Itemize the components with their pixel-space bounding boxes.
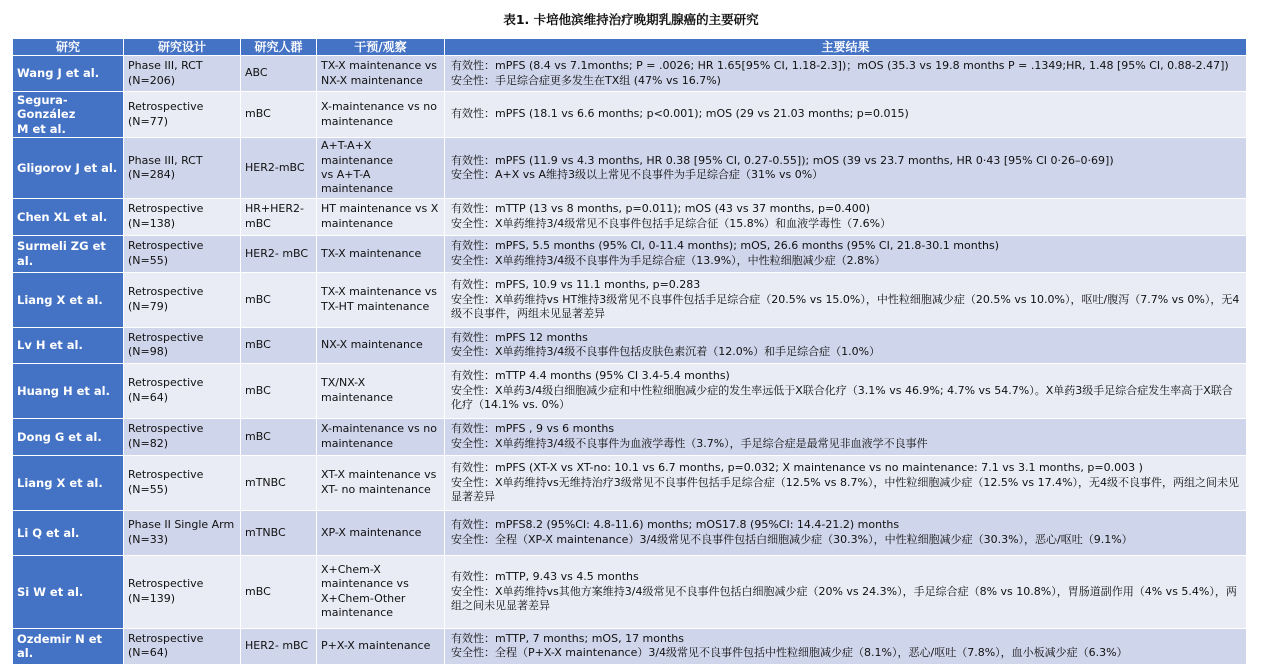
results-cell (445, 272, 1247, 327)
efficacy-text: 有效性：mPFS (8.4 vs 7.1months; P = .0026; HR 1.65[95% CI, 1.18-2.3])；mOS (35.3 vs 19.8 months P = .1349;HR, 1.48 [95% CI, 0.88-2.47]) (451, 59, 1229, 73)
population-cell: HER2- mBC (241, 628, 317, 664)
intervention-cell: TX/NX-X maintenance (317, 363, 445, 418)
intervention-cell: TX-X maintenance vs NX-X maintenance (317, 56, 445, 92)
study-cell: Ozdemir N et al. (13, 628, 124, 664)
study-cell: Si W et al. (13, 555, 124, 628)
safety-text: 安全性：X单药维持vs其他方案维持3/4级常见不良事件包括白细胞减少症（20% vs 24.3%），手足综合症（8% vs 10.8%），胃肠道副作用（4% vs 5.4%），两组之间未见显著差异 (451, 584, 1237, 613)
intervention-cell: X+Chem-X maintenance vs X+Chem-Other maintenance (317, 555, 445, 628)
table-row (13, 363, 1247, 418)
safety-text: 安全性：全程（XP-X maintenance）3/4级常见不良事件包括白细胞减少症（30.3%），中性粒细胞减少症（30.3%），恶心/呕吐（9.1%） (451, 532, 1133, 546)
safety-text: 安全性：X单药3/4级白细胞减少症和中性粒细胞减少症的发生率远低于X联合化疗（3.1% vs 46.9%; 4.7% vs 54.7%）。X单药3级手足综合症发生率高于X联合化疗（14.1% vs. 0%） (451, 383, 1233, 412)
design-cell: Retrospective (N=139) (124, 555, 241, 628)
design-cell: Phase III, RCT (N=206) (124, 56, 241, 92)
results-cell (445, 138, 1247, 199)
intervention-cell: XT-X maintenance vs XT- no maintenance (317, 455, 445, 510)
population-cell: mTNBC (241, 510, 317, 555)
design-cell: Phase III, RCT (N=284) (124, 138, 241, 199)
results-cell (445, 418, 1247, 455)
safety-text: 安全性：X单药维持vs HT维持3级常见不良事件包括手足综合症（20.5% vs 15.0%），中性粒细胞减少症（20.5% vs 10.0%），呕吐/腹泻（7.7% vs 0%），无4级不良事件，两组未见显著差异 (451, 292, 1240, 321)
header-study: 研究 (13, 39, 124, 56)
population-cell: mBC (241, 327, 317, 363)
intervention-cell: HT maintenance vs X maintenance (317, 198, 445, 235)
efficacy-text: 有效性：mPFS, 10.9 vs 11.1 months, p=0.283 (451, 278, 701, 292)
results-cell (445, 555, 1247, 628)
intervention-cell: P+X-X maintenance (317, 628, 445, 664)
table-row (13, 272, 1247, 327)
intervention-cell: A+T-A+X maintenance vs A+T-A maintenance (317, 138, 445, 199)
results-cell (445, 92, 1247, 138)
design-cell: Retrospective (N=55) (124, 235, 241, 272)
efficacy-text: 有效性：mTTP, 9.43 vs 4.5 months (451, 570, 639, 584)
design-cell: Retrospective (N=77) (124, 92, 241, 138)
table-row (13, 327, 1247, 363)
study-cell: Gligorov J et al. (13, 138, 124, 199)
efficacy-text: 有效性：mTTP (13 vs 8 months, p=0.011); mOS (43 vs 37 months, p=0.400) (451, 202, 870, 216)
results-cell (445, 455, 1247, 510)
design-cell: Retrospective (N=55) (124, 455, 241, 510)
study-cell: Liang X et al. (13, 272, 124, 327)
header-intervention: 干预/观察 (317, 39, 445, 56)
intervention-cell: XP-X maintenance (317, 510, 445, 555)
efficacy-text: 有效性：mPFS , 9 vs 6 months (451, 422, 615, 436)
study-cell: Dong G et al. (13, 418, 124, 455)
safety-text: 安全性：全程（P+X-X maintenance）3/4级常见不良事件包括中性粒细胞减少症（8.1%），恶心/呕吐（7.8%），血小板减少症（6.3%） (451, 646, 1128, 660)
design-cell: Retrospective (N=98) (124, 327, 241, 363)
intervention-cell: TX-X maintenance (317, 235, 445, 272)
design-cell: Retrospective (N=64) (124, 363, 241, 418)
population-cell: mBC (241, 92, 317, 138)
studies-table (12, 38, 1247, 665)
design-cell: Retrospective (N=79) (124, 272, 241, 327)
design-cell: Retrospective (N=64) (124, 628, 241, 664)
table-row (13, 92, 1247, 138)
study-cell: Wang J et al. (13, 56, 124, 92)
table-row (13, 628, 1247, 664)
study-cell: Chen XL et al. (13, 198, 124, 235)
population-cell: mTNBC (241, 455, 317, 510)
table-row (13, 235, 1247, 272)
header-population: 研究人群 (241, 39, 317, 56)
intervention-cell: TX-X maintenance vs TX-HT maintenance (317, 272, 445, 327)
efficacy-text: 有效性：mPFS (18.1 vs 6.6 months; p<0.001); mOS (29 vs 21.03 months; p=0.015) (451, 107, 909, 121)
header-results: 主要结果 (445, 39, 1247, 56)
results-cell (445, 363, 1247, 418)
results-cell (445, 56, 1247, 92)
intervention-cell: NX-X maintenance (317, 327, 445, 363)
table-row (13, 510, 1247, 555)
table-row (13, 555, 1247, 628)
results-cell (445, 628, 1247, 664)
population-cell: mBC (241, 363, 317, 418)
design-cell: Retrospective (N=82) (124, 418, 241, 455)
population-cell: HR+HER2- mBC (241, 198, 317, 235)
design-cell: Phase II Single Arm (N=33) (124, 510, 241, 555)
intervention-cell: X-maintenance vs no maintenance (317, 92, 445, 138)
study-cell: Liang X et al. (13, 455, 124, 510)
efficacy-text: 有效性：mTTP 4.4 months (95% CI 3.4-5.4 months) (451, 369, 730, 383)
safety-text: 安全性：X单药维持3/4级不良事件包括皮肤色素沉着（12.0%）和手足综合症（1.0%） (451, 345, 881, 359)
population-cell: HER2-mBC (241, 138, 317, 199)
safety-text: 安全性：X单药维持3/4级不良事件为手足综合症（13.9%），中性粒细胞减少症（2.8%） (451, 253, 886, 267)
safety-text: 安全性：X单药维持vs无维持治疗3级常见不良事件包括手足综合症（12.5% vs 8.7%），中性粒细胞减少症（12.5% vs 17.4%），无4级不良事件，两组之间未见显著差异 (451, 475, 1240, 504)
header-design: 研究设计 (124, 39, 241, 56)
study-cell: Lv H et al. (13, 327, 124, 363)
population-cell: mBC (241, 418, 317, 455)
table-row (13, 198, 1247, 235)
efficacy-text: 有效性：mPFS (11.9 vs 4.3 months, HR 0.38 [95% CI, 0.27-0.55]); mOS (39 vs 23.7 months, HR 0·43 [95% CI 0·26–0·69]) (451, 153, 1114, 167)
safety-text: 安全性：手足综合症更多发生在TX组 (47% vs 16.7%) (451, 73, 721, 87)
results-cell (445, 327, 1247, 363)
safety-text: 安全性：X单药维持3/4级不良事件为血液学毒性（3.7%），手足综合症是最常见非血液学不良事件 (451, 436, 928, 450)
population-cell: mBC (241, 272, 317, 327)
efficacy-text: 有效性：mTTP, 7 months; mOS, 17 months (451, 631, 684, 645)
table-row (13, 418, 1247, 455)
efficacy-text: 有效性：mPFS8.2 (95%CI: 4.8-11.6) months; mOS17.8 (95%CI: 14.4-21.2) months (451, 518, 900, 532)
results-cell (445, 198, 1247, 235)
efficacy-text: 有效性：mPFS 12 months (451, 330, 588, 344)
population-cell: mBC (241, 555, 317, 628)
table-row (13, 138, 1247, 199)
efficacy-text: 有效性：mPFS, 5.5 months (95% CI, 0-11.4 months); mOS, 26.6 months (95% CI, 21.8-30.1 months) (451, 239, 1000, 253)
efficacy-text: 有效性：mPFS (XT-X vs XT-no: 10.1 vs 6.7 months, p=0.032; X maintenance vs no maintenance: 7.1 vs 3.1 months, p=0.003 ) (451, 461, 1143, 475)
table-row (13, 56, 1247, 92)
safety-text: 安全性：X单药维持3/4级常见不良事件包括手足综合征（15.8%）和血液学毒性（7.6%） (451, 216, 892, 230)
table-title: 表1. 卡培他滨维持治疗晚期乳腺癌的主要研究 (503, 12, 759, 27)
results-cell (445, 510, 1247, 555)
study-cell: Huang H et al. (13, 363, 124, 418)
safety-text: 安全性：A+X vs A维持3级以上常见不良事件为手足综合症（31% vs 0%） (451, 168, 824, 182)
study-cell: Surmeli ZG et al. (13, 235, 124, 272)
study-cell: Li Q et al. (13, 510, 124, 555)
results-cell (445, 235, 1247, 272)
intervention-cell: X-maintenance vs no maintenance (317, 418, 445, 455)
design-cell: Retrospective (N=138) (124, 198, 241, 235)
population-cell: ABC (241, 56, 317, 92)
header-row (13, 39, 1247, 56)
table-body (13, 56, 1247, 665)
population-cell: HER2- mBC (241, 235, 317, 272)
table-row (13, 455, 1247, 510)
study-cell: Segura-González M et al. (13, 92, 124, 138)
